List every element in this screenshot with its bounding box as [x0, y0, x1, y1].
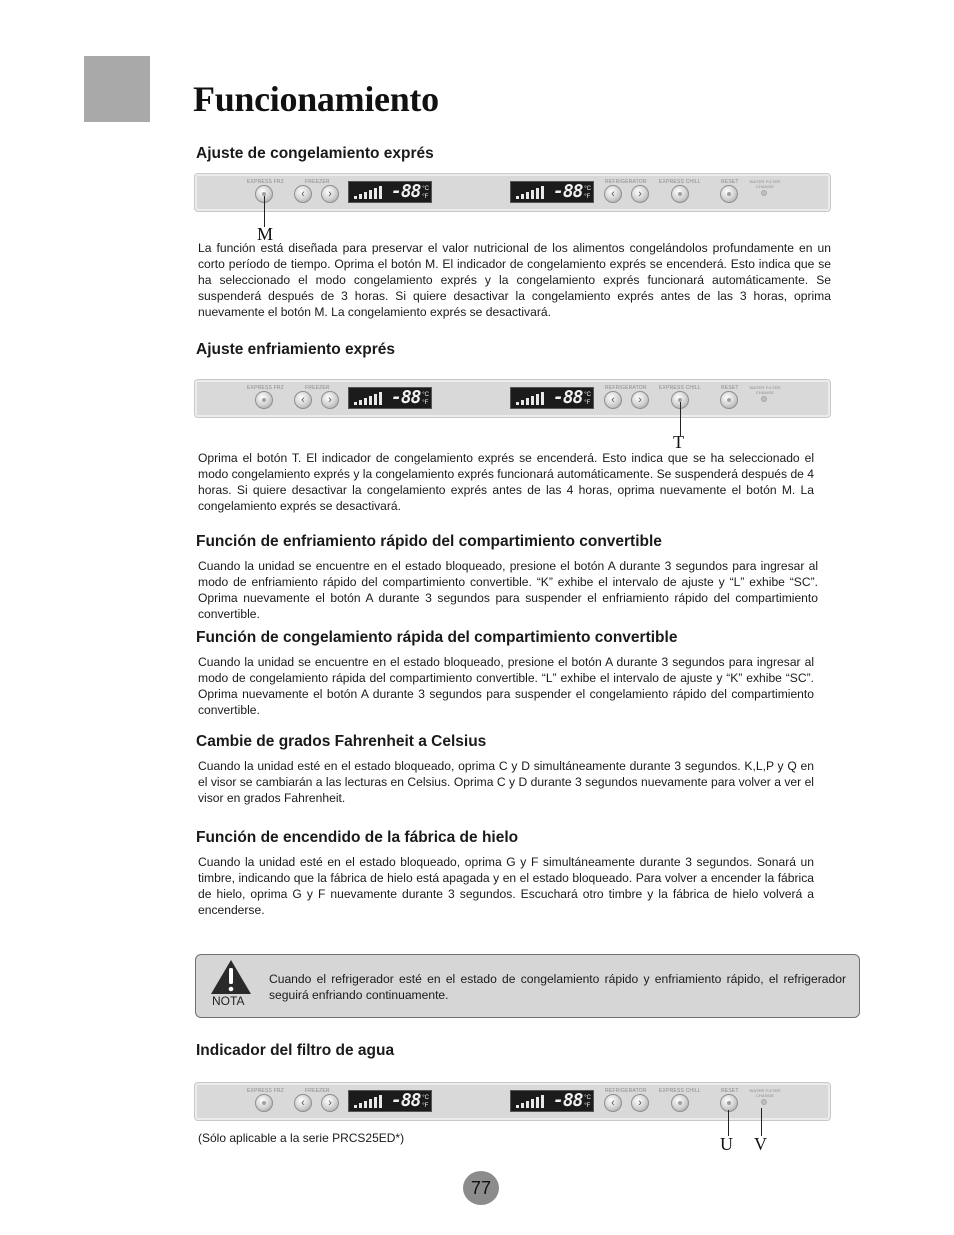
heading-ice-maker: Función de encendido de la fábrica de hielo: [196, 829, 519, 846]
express-chill-button[interactable]: [671, 185, 689, 203]
label-express-chill: EXPRESS CHILL: [659, 1088, 701, 1094]
callout-line-v: [761, 1108, 762, 1136]
button-dot: [262, 398, 266, 402]
refrigerator-up-button[interactable]: [631, 185, 649, 203]
freezer-down-button[interactable]: [294, 1094, 312, 1112]
label-express-chill: EXPRESS CHILL: [659, 385, 701, 391]
corner-decoration-block: [84, 56, 150, 122]
freezer-display: [348, 1090, 432, 1112]
freezer-display: [348, 181, 432, 203]
freezer-down-button[interactable]: [294, 391, 312, 409]
chevron-left-icon: ‹: [301, 188, 305, 200]
callout-line-u: [728, 1110, 729, 1136]
chevron-left-icon: ‹: [301, 1097, 305, 1109]
refrigerator-display: [510, 181, 594, 203]
refrigerator-up-button[interactable]: [631, 391, 649, 409]
freezer-display: [348, 387, 432, 409]
signal-bars-icon: [516, 1095, 554, 1108]
water-filter-led: [761, 190, 767, 196]
callout-t: T: [673, 432, 684, 452]
water-filter-led: [761, 396, 767, 402]
button-dot: [727, 1101, 731, 1105]
express-frz-button[interactable]: [255, 1094, 273, 1112]
paragraph-ice-maker: Cuando la unidad esté en el estado bloqueado, oprima G y F simultáneamente durante 3 segundos. Sonará un timbre, indicando que la fábrica de hielo está apagada y en el estado bloqueado. Para volver a encender la fábrica de hielo, oprima G y F nuevamente durante 3 segundos. Escuchará otro timbre y la fábrica de hielo volverá a encenderse.: [198, 855, 814, 918]
control-panel-1: [195, 174, 830, 211]
control-panel-2: [195, 380, 830, 417]
label-express-frz: EXPRESS FRZ: [247, 179, 284, 185]
chevron-left-icon: ‹: [611, 1097, 615, 1109]
heading-fahrenheit-celsius: Cambie de grados Fahrenheit a Celsius: [196, 733, 487, 750]
heading-convertible-freeze: Función de congelamiento rápida del compartimiento convertible: [196, 629, 678, 646]
refrigerator-down-button[interactable]: [604, 185, 622, 203]
water-filter-led: [761, 1099, 767, 1105]
heading-convertible-chill: Función de enfriamiento rápido del compartimiento convertible: [196, 533, 662, 550]
control-panel-3: [195, 1083, 830, 1120]
label-express-frz: EXPRESS FRZ: [247, 1088, 284, 1094]
reset-button[interactable]: [720, 391, 738, 409]
chevron-right-icon: ›: [638, 394, 642, 406]
refrigerator-down-button[interactable]: [604, 1094, 622, 1112]
button-dot: [678, 192, 682, 196]
chevron-left-icon: ‹: [611, 188, 615, 200]
paragraph-express-chill: Oprima el botón T. El indicador de congelamiento exprés se encenderá. Esto indica que se ha seleccionado el modo congelamiento exprés y la congelamiento exprés funcionará automáticamente. Se suspenderá después de 4 horas. Si quiere desactivar la congelamiento exprés antes de las 4 horas, oprima nuevamente el botón M. La congelamiento exprés se desactivará.: [198, 451, 814, 514]
freezer-down-button[interactable]: [294, 185, 312, 203]
paragraph-convertible-chill: Cuando la unidad se encuentre en el estado bloqueado, presione el botón A durante 3 segundos para ingresar al modo de enfriamiento rápido del compartimiento convertible. “K” exhibe el intervalo de ajuste y “L” exhibe “SC”. Oprima nuevamente el botón A durante 3 segundos para suspender el enfriamiento rápido del compartimiento convertible.: [198, 559, 818, 622]
display-units: °C °F: [584, 186, 591, 200]
footnote-series: (Sólo aplicable a la serie PRCS25ED*): [198, 1131, 405, 1145]
note-label: NOTA: [212, 994, 245, 1008]
callout-m: M: [257, 224, 274, 244]
display-units: °C °F: [422, 392, 429, 406]
display-units: °C °F: [584, 392, 591, 406]
display-digits: -88: [391, 1090, 421, 1111]
label-freezer: FREEZER: [305, 179, 330, 185]
chevron-right-icon: ›: [328, 1097, 332, 1109]
label-reset: RESET: [721, 1088, 739, 1094]
refrigerator-display: [510, 1090, 594, 1112]
callout-line-t: [680, 402, 681, 436]
chevron-right-icon: ›: [638, 188, 642, 200]
refrigerator-down-button[interactable]: [604, 391, 622, 409]
display-digits: -88: [553, 387, 583, 408]
label-water-filter: WATER FILTER CHANGE: [749, 179, 781, 189]
display-digits: -88: [553, 181, 583, 202]
chevron-left-icon: ‹: [611, 394, 615, 406]
callout-v: V: [754, 1134, 767, 1154]
heading-water-filter: Indicador del filtro de agua: [196, 1042, 395, 1059]
display-units: °C °F: [422, 1095, 429, 1109]
paragraph-express-freeze: La función está diseñada para preservar el valor nutricional de los alimentos congelándolos profundamente en un corto período de tiempo. Oprima el botón M. El indicador de congelamiento exprés se encenderá. Esto indica que se ha seleccionado el modo congelamiento exprés y la congelamiento exprés funcionará automáticamente. Se suspenderá después de 3 horas. Si quiere desactivar la congelamiento exprés antes de las 3 horas, oprima nuevamente el botón M. La congelamiento exprés se desactivará.: [198, 241, 831, 320]
signal-bars-icon: [354, 186, 392, 199]
note-text: Cuando el refrigerador esté en el estado de congelamiento rápido y enfriamiento rápido, el refrigerador seguirá enfriando continuamente.: [269, 972, 846, 1003]
display-digits: -88: [391, 387, 421, 408]
label-reset: RESET: [721, 385, 739, 391]
button-dot: [727, 192, 731, 196]
button-dot: [262, 1101, 266, 1105]
chevron-right-icon: ›: [328, 188, 332, 200]
label-freezer: FREEZER: [305, 385, 330, 391]
express-chill-button[interactable]: [671, 1094, 689, 1112]
display-digits: -88: [391, 181, 421, 202]
label-water-filter: WATER FILTER CHANGE: [749, 1088, 781, 1098]
chevron-right-icon: ›: [328, 394, 332, 406]
reset-button[interactable]: [720, 1094, 738, 1112]
button-dot: [678, 1101, 682, 1105]
paragraph-convertible-freeze: Cuando la unidad se encuentre en el estado bloqueado, presione el botón A durante 3 segundos para ingresar al modo de congelamiento rápida del compartimiento convertible. “L” exhibe el intervalo de ajuste y “K” exhibe “SC”. Oprima nuevamente el botón A durante 3 segundos para suspender el congelamiento rápido del compartimiento convertible.: [198, 655, 814, 718]
reset-button[interactable]: [720, 185, 738, 203]
chevron-right-icon: ›: [638, 1097, 642, 1109]
freezer-up-button[interactable]: [321, 391, 339, 409]
page-title: Funcionamiento: [193, 79, 439, 119]
label-refrigerator: REFRIGERATOR: [605, 1088, 647, 1094]
freezer-up-button[interactable]: [321, 1094, 339, 1112]
page-number-badge: 77: [463, 1171, 499, 1205]
label-express-chill: EXPRESS CHILL: [659, 179, 701, 185]
signal-bars-icon: [354, 1095, 392, 1108]
label-refrigerator: REFRIGERATOR: [605, 179, 647, 185]
freezer-up-button[interactable]: [321, 185, 339, 203]
heading-express-freeze: Ajuste de congelamiento exprés: [196, 145, 434, 162]
paragraph-fahrenheit-celsius: Cuando la unidad esté en el estado bloqueado, oprima C y D simultáneamente durante 3 segundos. K,L,P y Q en el visor se cambiarán a las lecturas en Celsius. Oprima C y D durante 3 segundos nuevamente para volver a ver el visor en grados Fahrenheit.: [198, 759, 814, 806]
refrigerator-display: [510, 387, 594, 409]
signal-bars-icon: [516, 186, 554, 199]
warning-triangle-icon: [210, 959, 252, 995]
express-frz-button[interactable]: [255, 391, 273, 409]
chevron-left-icon: ‹: [301, 394, 305, 406]
display-digits: -88: [553, 1090, 583, 1111]
callout-u: U: [720, 1134, 733, 1154]
label-refrigerator: REFRIGERATOR: [605, 385, 647, 391]
signal-bars-icon: [516, 392, 554, 405]
label-reset: RESET: [721, 179, 739, 185]
button-dot: [727, 398, 731, 402]
display-units: °C °F: [584, 1095, 591, 1109]
display-units: °C °F: [422, 186, 429, 200]
refrigerator-up-button[interactable]: [631, 1094, 649, 1112]
heading-express-chill: Ajuste enfriamiento exprés: [196, 341, 395, 358]
callout-line-m: [264, 196, 265, 227]
label-freezer: FREEZER: [305, 1088, 330, 1094]
signal-bars-icon: [354, 392, 392, 405]
label-express-frz: EXPRESS FRZ: [247, 385, 284, 391]
note-box: [195, 954, 860, 1018]
label-water-filter: WATER FILTER CHANGE: [749, 385, 781, 395]
